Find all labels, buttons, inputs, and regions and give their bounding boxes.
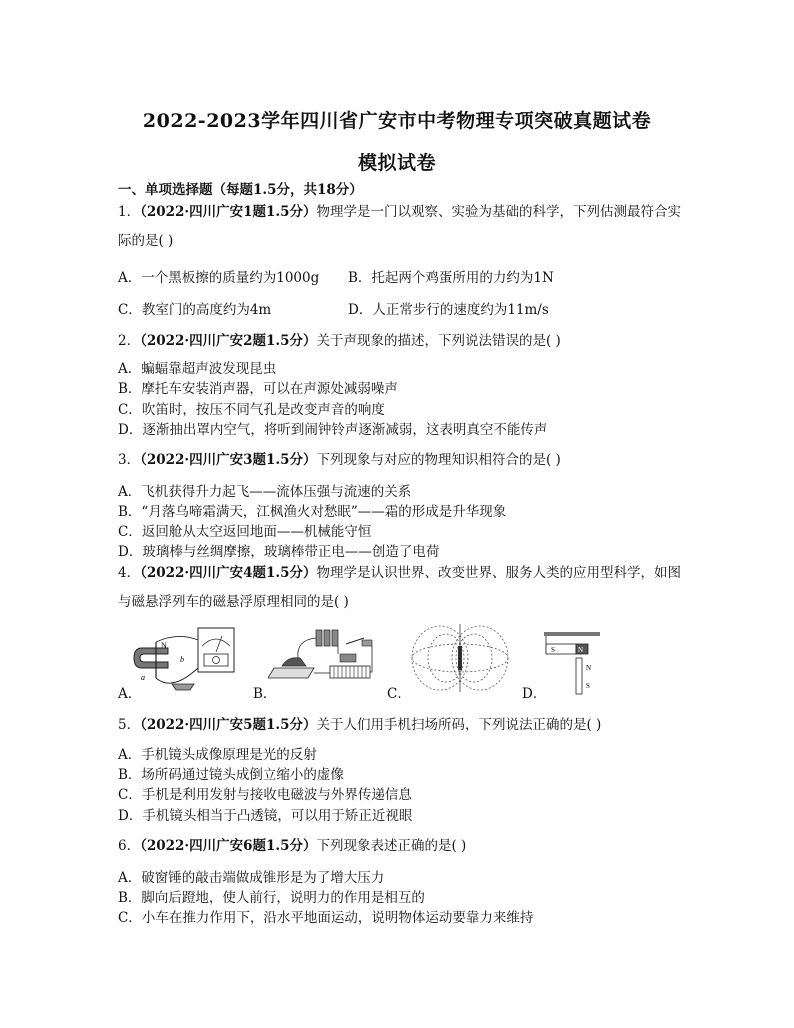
q2-option-a: A．蝙蝠靠超声波发现昆虫 — [118, 361, 277, 377]
question-number: 1． — [118, 204, 141, 220]
q3-option-b: B．“月落乌啼霜满天，江枫渔火对愁眠”——霜的形成是升华现象 — [118, 504, 507, 520]
question-source: （2022·四川广安2题1.5分） — [140, 333, 317, 349]
q4-label-b: B． — [253, 686, 277, 702]
page-subtitle: 模拟试卷 — [357, 152, 436, 174]
pole-s-letter-top: S — [551, 646, 555, 654]
question-source: （2022·四川广安4题1.5分） — [140, 565, 317, 581]
q3-option-a: A．飞机获得升力起飞——流体压强与流速的关系 — [118, 484, 412, 500]
question-4-stem-cont: 与磁悬浮列车的磁悬浮原理相同的是( ) — [118, 594, 349, 610]
question-5-stem — [118, 713, 601, 733]
question-number: 6． — [118, 838, 141, 854]
question-text: 物理学是认识世界、改变世界、服务人类的应用型科学，如图 — [316, 565, 681, 581]
pole-n-letter: N — [161, 641, 167, 650]
page-title: 2022-2023学年四川省广安市中考物理专项突破真题试卷 — [142, 110, 652, 132]
question-number: 3． — [118, 452, 141, 468]
q3-option-c: C．返回舱从太空返回地面——机械能守恒 — [118, 524, 372, 540]
question-text: 下列现象与对应的物理知识相符合的是( ) — [316, 452, 561, 468]
question-number: 5． — [118, 717, 141, 733]
q3-option-d: D．玻璃棒与丝绸摩擦，玻璃棒带正电——创造了电荷 — [118, 544, 440, 560]
q4-label-c: C． — [387, 686, 411, 702]
point-a-letter: a — [141, 673, 145, 682]
question-text: 下列现象表述正确的是( ) — [316, 838, 467, 854]
question-number: 2． — [118, 333, 141, 349]
question-source: （2022·四川广安3题1.5分） — [140, 452, 317, 468]
q5-option-b: B．场所码通过镜头成倒立缩小的虚像 — [118, 767, 344, 783]
question-3-stem — [118, 448, 561, 468]
q1-option-b: B．托起两个鸡蛋所用的力约为1N — [348, 270, 554, 286]
q2-option-b: B．摩托车安装消声器，可以在声源处减弱噪声 — [118, 381, 398, 397]
q5-option-a: A．手机镜头成像原理是光的反射 — [118, 747, 317, 763]
question-text: 关于声现象的描述，下列说法错误的是( ) — [316, 333, 561, 349]
question-number: 4． — [118, 565, 141, 581]
figure-a-galvanometer-experiment — [132, 622, 244, 696]
question-1-stem-cont: 际的是( ) — [118, 233, 174, 249]
q4-label-d: D． — [522, 686, 547, 702]
question-4-stem — [118, 561, 681, 581]
figure-b-electromagnet-circuit — [268, 626, 380, 688]
section-heading: 一、单项选择题（每题1.5分，共18分） — [118, 182, 363, 198]
q6-option-a: A．破窗锤的敲击端做成锥形是为了增大压力 — [118, 870, 385, 886]
figure-c-magnetic-field-lines — [410, 622, 510, 694]
question-1-stem — [118, 200, 681, 220]
q5-option-c: C．手机是利用发射与接收电磁波与外界传递信息 — [118, 787, 412, 803]
question-text: 物理学是一门以观察、实验为基础的科学，下列估测最符合实 — [316, 204, 681, 220]
point-b-letter: b — [180, 655, 184, 664]
q5-option-d: D．手机镜头相当于凸透镜，可以用于矫正近视眼 — [118, 808, 413, 824]
q1-option-c: C．教室门的高度约为4m — [118, 302, 272, 318]
q1-option-a: A．一个黑板擦的质量约为1000g — [118, 270, 320, 286]
q2-option-c: C．吹笛时，按压不同气孔是改变声音的响度 — [118, 402, 385, 418]
question-text: 关于人们用手机扫场所码，下列说法正确的是( ) — [316, 717, 602, 733]
question-source: （2022·四川广安5题1.5分） — [140, 717, 317, 733]
q1-option-d: D．人正常步行的速度约为11m/s — [348, 302, 549, 318]
pole-n-letter-top: N — [578, 646, 584, 654]
pole-n-letter-bottom: N — [586, 664, 592, 672]
q6-option-b: B．脚向后蹬地，使人前行，说明力的作用是相互的 — [118, 890, 425, 906]
q4-label-a: A． — [118, 686, 142, 702]
question-source: （2022·四川广安6题1.5分） — [140, 838, 317, 854]
figure-d-hanging-magnet — [544, 628, 600, 696]
q2-option-d: D．逐渐抽出罩内空气，将听到闹钟铃声逐渐减弱，这表明真空不能传声 — [118, 422, 548, 438]
question-6-stem — [118, 834, 466, 854]
question-source: （2022·四川广安1题1.5分） — [140, 204, 317, 220]
q6-option-c: C．小车在推力作用下，沿水平地面运动，说明物体运动要靠力来维持 — [118, 910, 534, 926]
question-2-stem — [118, 329, 561, 349]
pole-s-letter-bottom: S — [586, 682, 590, 690]
